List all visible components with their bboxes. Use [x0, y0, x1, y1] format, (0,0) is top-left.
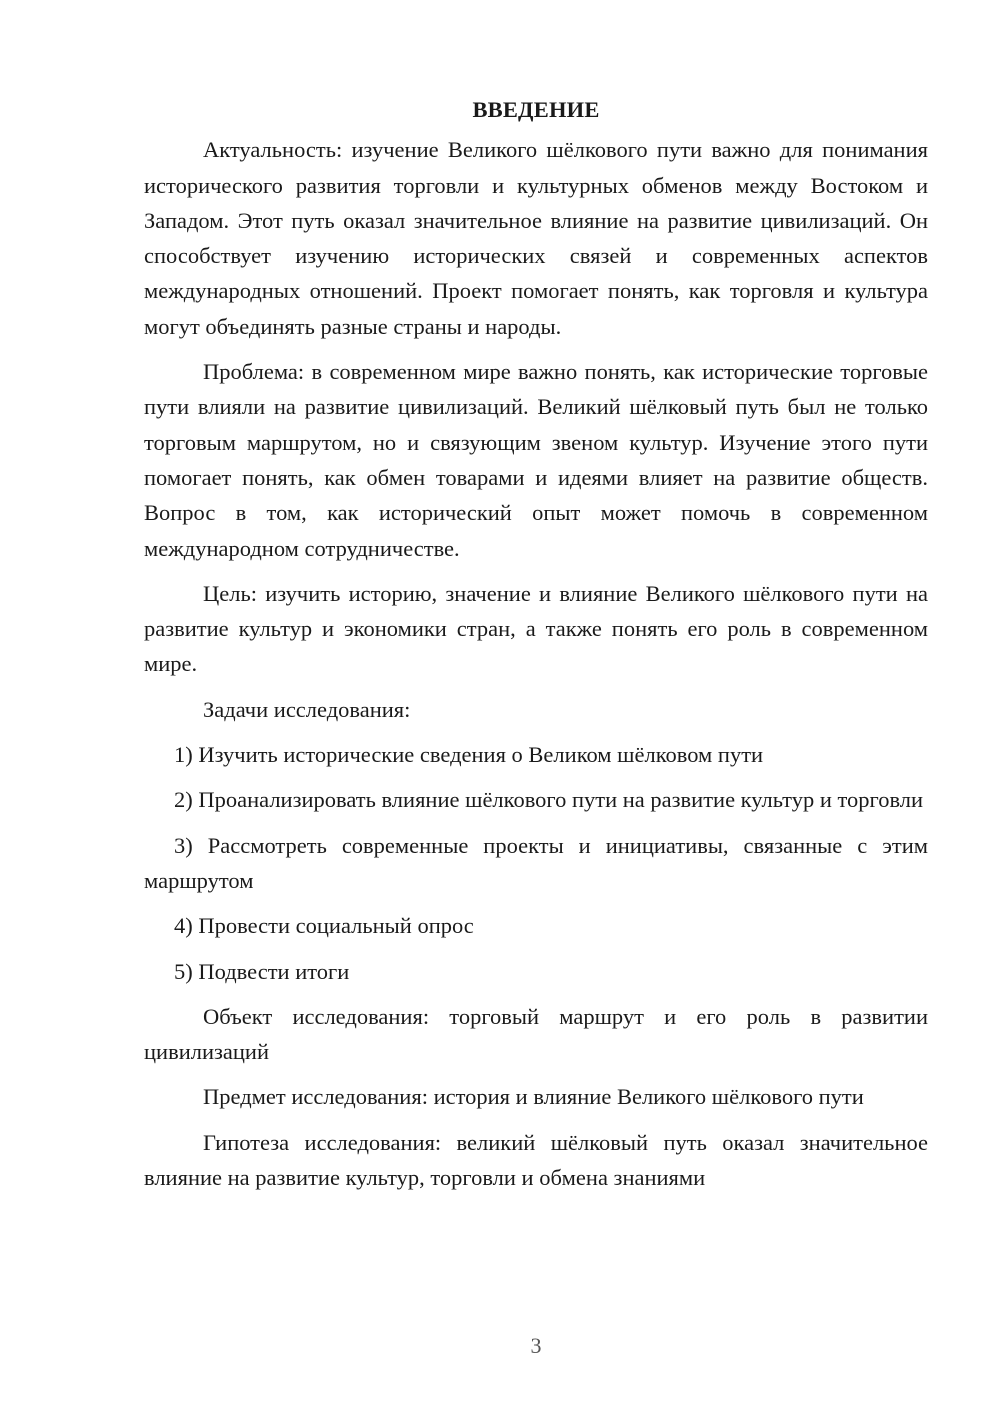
page-title: ВВЕДЕНИЕ: [472, 97, 600, 122]
task-item-1: 1) Изучить исторические сведения о Великом шёлковом пути: [174, 742, 764, 768]
paragraph-relevance: Актуальность: изучение Великого шёлкового пути важно для понимания исторического развития торговли и культурных обменов между Востоком и Западом. Этот путь оказал значительное влияние на развитие цивилизаций. Он способствует изучению исторических связей и современных аспектов международных отношений. Проект помогает понять, как торговля и культура могут объединять разные страны и народы.: [144, 137, 928, 339]
paragraph-hypothesis: Гипотеза исследования: великий шёлковый путь оказал значительное влияние на развитие культур, торговли и обмена знаниями: [144, 1129, 928, 1191]
paragraph-object: Объект исследования: торговый маршрут и его роль в развитии цивилизаций: [144, 1003, 928, 1065]
paragraph-subject: Предмет исследования: история и влияние Великого шёлкового пути: [203, 1084, 864, 1110]
task-item-3: 3) Рассмотреть современные проекты и инициативы, связанные с этим маршрутом: [144, 832, 928, 893]
tasks-heading: Задачи исследования:: [203, 696, 411, 722]
page-number: 3: [530, 1333, 542, 1358]
paragraph-goal: Цель: изучить историю, значение и влияние Великого шёлкового пути на развитие культур и экономики стран, а также понять его роль в современном мире.: [144, 580, 928, 677]
task-item-2: 2) Проанализировать влияние шёлкового пути на развитие культур и торговли: [174, 787, 924, 813]
paragraph-problem: Проблема: в современном мире важно понять, как исторические торговые пути влияли на развитие цивилизаций. Великий шёлковый путь был не только торговым маршрутом, но и связующим звеном культур. Изучение этого пути помогает понять, как обмен товарами и идеями влияет на развитие обществ. Вопрос в том, как исторический опыт может помочь в современном международном сотрудничестве.: [144, 359, 928, 561]
page-content: [144, 92, 928, 1205]
task-item-4: 4) Провести социальный опрос: [174, 913, 474, 939]
task-item-5: 5) Подвести итоги: [174, 958, 350, 984]
